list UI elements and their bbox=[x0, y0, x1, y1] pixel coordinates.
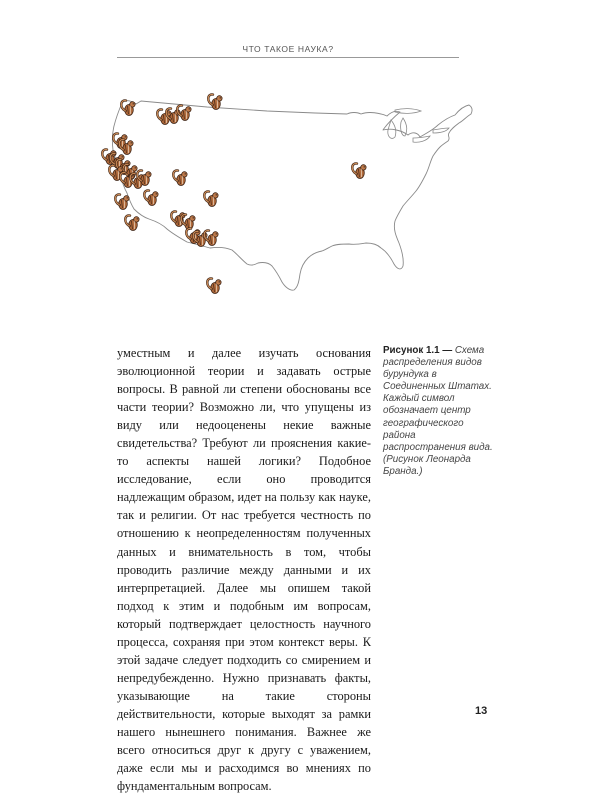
great-lake-outline bbox=[433, 128, 449, 133]
chipmunk-icon bbox=[144, 190, 158, 205]
page-number: 13 bbox=[475, 705, 488, 717]
figure-caption-label: Рисунок 1.1 — bbox=[383, 345, 453, 356]
chipmunk-icon bbox=[125, 215, 139, 230]
us-outline bbox=[112, 101, 472, 290]
chipmunk-icon bbox=[115, 194, 129, 209]
great-lake-outline bbox=[395, 109, 421, 114]
chipmunk-icon bbox=[177, 105, 191, 120]
chipmunk-icon bbox=[352, 163, 366, 178]
figure-caption-text: Схема распределения видов бурундука в Соединенных Штатах. Каждый символ обозначает центр географического района распространения вида. (Рисунок Леонарда Бранда.) bbox=[383, 345, 493, 477]
body-paragraph: уместным и далее изучать основания эволюционной теории и задавать острые вопросы. В равной ли степени обоснованы все части теории? Возможно ли, что упущены из виду или недооценены некие важные свидетельства? Требуют ли прояснения какие-то аспекты нашей логики? Подобное исследование, если оно проводится надлежащим образом, идет на пользу как науке, так и религии. От нас требуется честность по отношению к неопределенностям полученных данных и внимательность в том, чтобы проводить различие между данными и их интерпретацией. Далее мы опишем такой подход к этим и подобным им вопросам, который подтверждает целостность научного процесса, сохраняя при этом контекст веры. К этой задаче следует подходить со смирением и непредубежденно. Нужно признавать факты, указывающие на такие стороны действительности, которые выходят за рамки нашего нынешнего понимания. Важнее же всего относиться друг к другу с уважением, даже если мы и расходимся во мнениях по фундаментальным вопросам. bbox=[117, 346, 371, 794]
header-rule bbox=[117, 57, 459, 58]
running-header: ЧТО ТАКОЕ НАУКА? bbox=[242, 44, 334, 54]
chipmunk-icon bbox=[121, 100, 135, 115]
chipmunk-icon bbox=[204, 230, 218, 245]
figure-caption bbox=[383, 345, 493, 478]
chipmunk-icon bbox=[207, 278, 221, 293]
chipmunk-distribution-map bbox=[95, 78, 495, 328]
chipmunk-markers bbox=[102, 94, 366, 293]
chipmunk-icon bbox=[173, 170, 187, 185]
great-lake-outline bbox=[413, 136, 430, 142]
chipmunk-icon bbox=[204, 191, 218, 206]
great-lake-outline bbox=[401, 118, 407, 136]
